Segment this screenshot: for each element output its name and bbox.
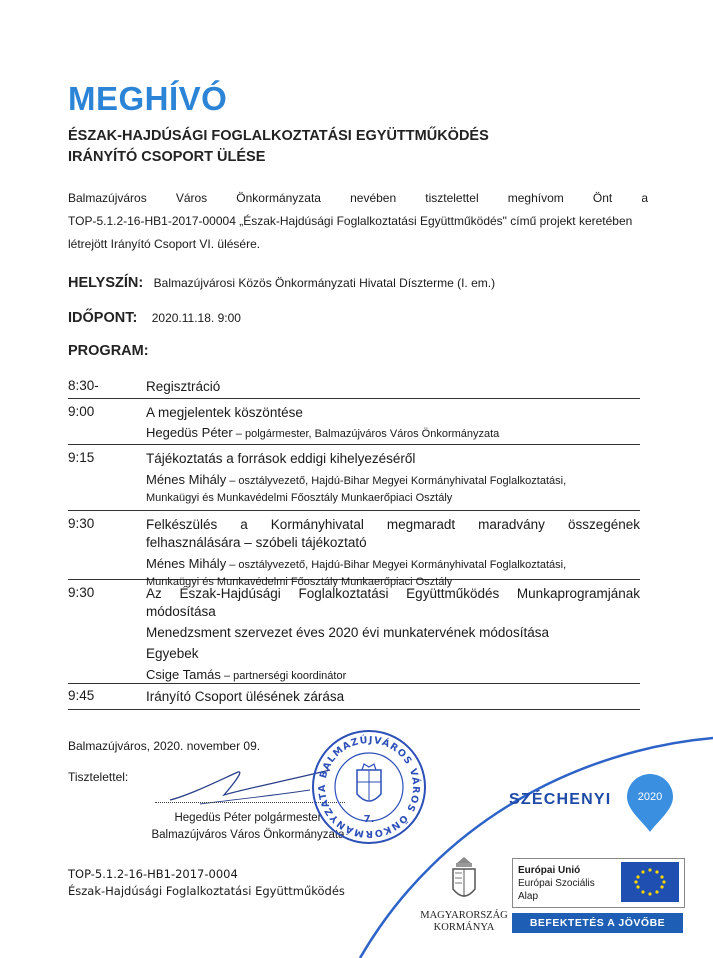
intro-paragraph <box>68 187 648 256</box>
program-row <box>68 378 640 399</box>
program-row <box>68 511 640 588</box>
person-role: – partnerségi koordinátor <box>220 670 347 682</box>
person-role: – polgármester, Balmazújváros Város Önkormányzata <box>232 428 500 440</box>
eu-banner: BEFEKTETÉS A JÖVŐBE <box>512 913 683 933</box>
place-date: Balmazújváros, 2020. november 09. <box>68 739 261 753</box>
gov-line2: KORMÁNYA <box>433 922 495 933</box>
program-row <box>68 445 640 511</box>
program-time: 9:30 <box>68 516 95 531</box>
footer-line2: Észak-Hajdúsági Foglalkoztatási Együttműködés <box>68 884 345 898</box>
page-title: MEGHÍVÓ <box>68 80 228 117</box>
eu-flag-icon <box>621 862 679 902</box>
footer-line1: TOP-5.1.2-16-HB1-2017-0004 <box>68 867 238 881</box>
signer-name: Hegedüs Péter polgármester <box>174 812 322 824</box>
szechenyi-year: 2020 <box>637 791 663 803</box>
person-role: – osztályvezető, Hajdú-Bihar Megyei Kormányhivatal Foglalkoztatási, <box>226 559 567 571</box>
time-value: 2020.11.18. 9:00 <box>151 311 241 325</box>
program-subtitle: Menedzsment szervezet éves 2020 évi munkatervének módosítása <box>146 625 549 640</box>
intro-line1: Balmazújváros Város Önkormányzata nevében tisztelettel meghívom Önt a <box>68 191 648 205</box>
person-name: Csige Tamás <box>146 667 221 682</box>
eu-line3: Alap <box>518 891 539 902</box>
program-time: 9:15 <box>68 450 95 465</box>
eu-line2: Európai Szociális <box>518 878 595 889</box>
subtitle-line1: ÉSZAK-HAJDÚSÁGI FOGLALKOZTATÁSI EGYÜTTMŰKÖDÉS <box>68 128 489 144</box>
subtitle-line2: IRÁNYÍTÓ CSOPORT ÜLÉSE <box>68 149 266 165</box>
program-title: A megjelentek köszöntése <box>146 405 303 420</box>
program-time: 9:00 <box>68 404 95 419</box>
footer <box>68 866 345 900</box>
signer-org: Balmazújváros Város Önkormányzata <box>151 829 345 841</box>
program-table <box>68 378 640 710</box>
person-name: Ménes Mihály <box>146 556 227 571</box>
program-subtitle: Egyebek <box>146 646 199 661</box>
program-title: Felkészülés a Kormányhivatal megmaradt maradvány összegének felhasználására – szóbeli tájékoztató <box>146 517 640 550</box>
location-row <box>68 274 495 292</box>
program-title: Tájékoztatás a források eddigi kihelyezéséről <box>146 451 416 466</box>
program-time: 9:30 <box>68 585 95 600</box>
coat-of-arms-icon <box>447 853 481 905</box>
program-row <box>68 580 640 684</box>
program-label: PROGRAM: <box>68 343 149 359</box>
intro-line3: létrejött Irányító Csoport VI. ülésére. <box>68 237 261 251</box>
person-role: – osztályvezető, Hajdú-Bihar Megyei Kormányhivatal Foglalkoztatási, <box>226 475 567 487</box>
location-label: HELYSZÍN: <box>68 275 144 291</box>
person-name: Ménes Mihály <box>146 472 227 487</box>
eu-line1: Európai Unió <box>518 865 581 876</box>
government-logo-text <box>418 910 510 934</box>
eu-text <box>518 864 595 903</box>
person-role-cont: Munkaügyi és Munkavédelmi Főosztály Munkaerőpiaci Osztály <box>146 576 453 588</box>
location-value: Balmazújvárosi Közös Önkormányzati Hivatal Díszterme (I. em.) <box>153 276 496 290</box>
time-label: IDŐPONT: <box>68 310 138 326</box>
time-row <box>68 309 241 327</box>
stamp-number: 7. <box>363 814 375 825</box>
intro-line2: TOP-5.1.2-16-HB1-2017-00004 „Észak-Hajdúsági Foglalkoztatási Együttműködés" című projekt keretében <box>68 214 633 228</box>
program-title: Irányító Csoport ülésének zárása <box>146 689 345 704</box>
szechenyi-logo-text: SZÉCHENYI <box>509 791 612 808</box>
program-row <box>68 399 640 445</box>
program-time: 8:30- <box>68 378 99 393</box>
person-role-cont: Munkaügyi és Munkavédelmi Főosztály Munkaerőpiaci Osztály <box>146 492 453 504</box>
gov-line1: MAGYARORSZÁG <box>420 910 508 921</box>
program-title: Az Észak-Hajdúsági Foglalkoztatási Együttműködés Munkaprogramjának módosítása <box>146 586 640 619</box>
stamp-ring-text: BALMAZÚJVÁROS VÁROS ÖNKORMÁNYZATA <box>316 734 422 840</box>
program-title: Regisztráció <box>146 379 221 394</box>
person-name: Hegedüs Péter <box>146 425 233 440</box>
program-time: 9:45 <box>68 688 95 703</box>
regards-text: Tisztelettel: <box>68 770 129 784</box>
